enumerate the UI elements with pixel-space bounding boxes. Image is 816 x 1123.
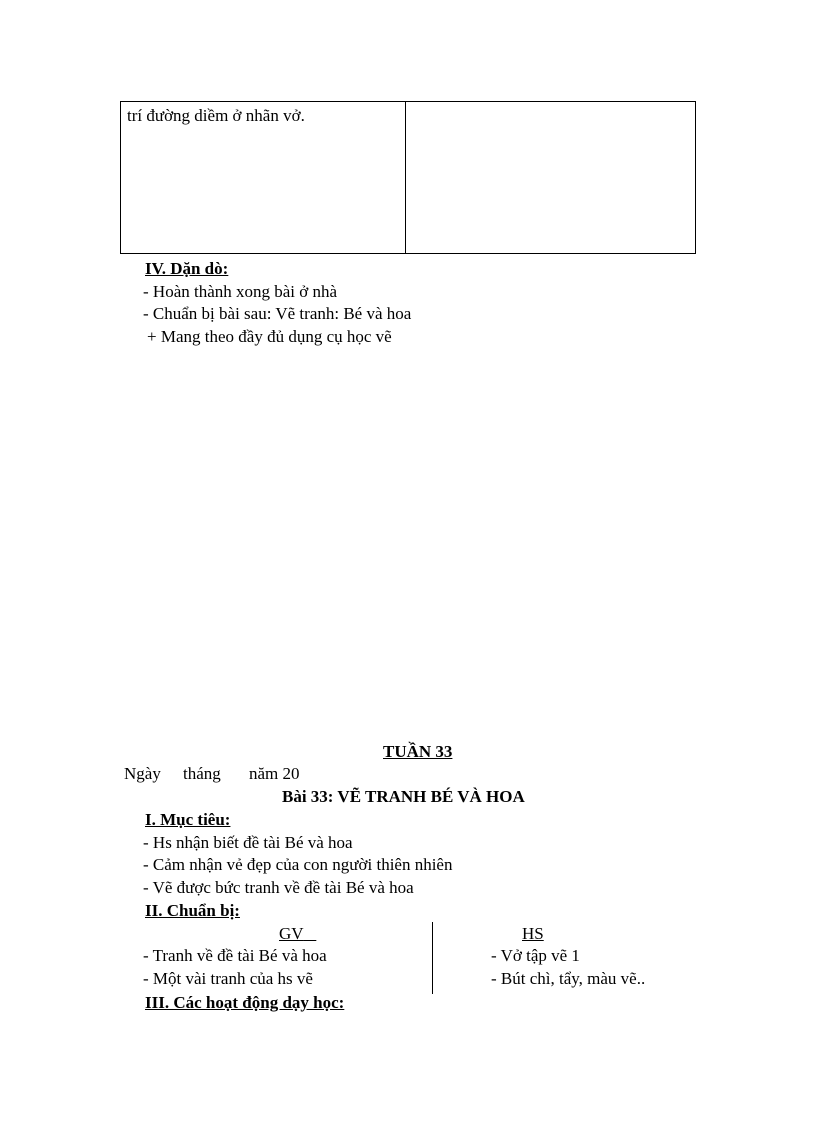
section-4-item-2: - Chuẩn bị bài sau: Vẽ tranh: Bé và hoa <box>143 304 412 323</box>
objective-item-2: - Cảm nhận vẻ đẹp của con người thiên nhiên <box>143 855 453 874</box>
week-heading: TUẦN 33 <box>383 742 453 761</box>
section-4-item-1: - Hoàn thành xong bài ở nhà <box>143 282 338 301</box>
hs-item-1: - Vở tập vẽ 1 <box>491 946 580 965</box>
table-column-divider <box>405 102 406 253</box>
objective-item-3: - Vẽ được bức tranh về đề tài Bé và hoa <box>143 878 414 897</box>
date-day-label: Ngày <box>124 764 161 783</box>
gv-item-2: - Một vài tranh của hs vẽ <box>143 969 313 988</box>
date-month-label: tháng <box>183 764 221 783</box>
preparation-column-divider <box>432 922 433 994</box>
objective-item-1: - Hs nhận biết đề tài Bé và hoa <box>143 833 353 852</box>
table-left-cell-text: trí đường diềm ở nhãn vở. <box>127 106 305 125</box>
activities-heading: III. Các hoạt động dạy học: <box>145 993 345 1012</box>
section-4-item-3: + Mang theo đầy đủ dụng cụ học vẽ <box>147 327 392 346</box>
gv-column-label: GV <box>279 924 304 943</box>
hs-item-2: - Bút chì, tẩy, màu vẽ.. <box>491 969 646 988</box>
hs-column-label: HS <box>522 924 544 943</box>
section-4-heading: IV. Dặn dò: <box>145 259 229 278</box>
date-year-label: năm 20 <box>249 764 300 783</box>
activity-table <box>120 101 696 254</box>
lesson-title: Bài 33: VẼ TRANH BÉ VÀ HOA <box>282 787 525 806</box>
gv-item-1: - Tranh về đề tài Bé và hoa <box>143 946 327 965</box>
preparation-heading: II. Chuẩn bị: <box>145 901 240 920</box>
objectives-heading: I. Mục tiêu: <box>145 810 231 829</box>
